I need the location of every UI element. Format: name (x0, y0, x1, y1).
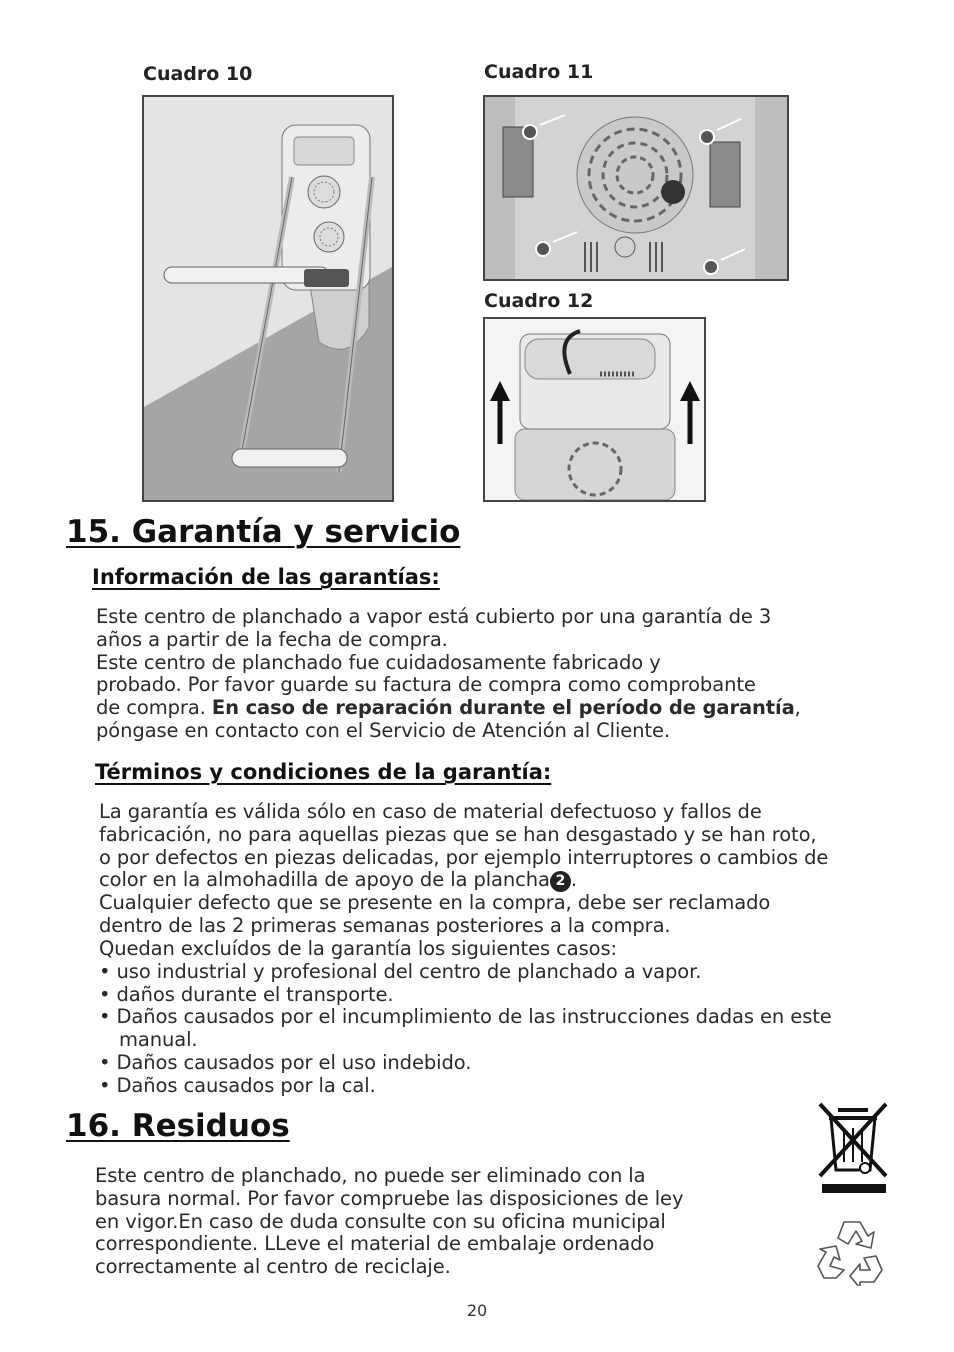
fig12-caption: Cuadro 12 (484, 290, 594, 312)
warranty-info-line-2: años a partir de la fecha de compra. (96, 627, 448, 651)
warranty-info-line-1: Este centro de planchado a vapor está cubierto por una garantía de 3 (96, 605, 772, 628)
waste-paragraph (95, 1165, 683, 1279)
warranty-info-paragraph (96, 606, 801, 743)
reference-number-badge: 2 (550, 871, 571, 892)
terms-line-1: La garantía es válida sólo en caso de material defectuoso y fallos de (99, 800, 762, 823)
terms-line-7: Quedan excluídos de la garantía los siguientes casos: (99, 936, 618, 960)
warranty-terms-paragraph (99, 801, 909, 1098)
warranty-info-line-3: Este centro de planchado fue cuidadosamente fabricado y (96, 650, 661, 674)
warranty-info-line-6: póngase en contacto con el Servicio de Atención al Cliente. (96, 718, 670, 742)
warranty-info-heading: Información de las garantías: (92, 565, 440, 589)
fig12-photo (483, 317, 706, 502)
terms-line-4-text: color en la almohadilla de apoyo de la plancha (99, 868, 550, 892)
section-15-title: 15. Garantía y servicio (66, 514, 461, 550)
station-back-screws-image (485, 97, 787, 279)
warranty-info-line-5-post: , (794, 696, 801, 720)
terms-line-2: fabricación, no para aquellas piezas que se han desgastado y se han roto, (99, 822, 817, 846)
section-16-title: 16. Residuos (66, 1108, 290, 1144)
ironing-board-stand-image (144, 97, 392, 500)
fig11-photo (483, 95, 789, 281)
waste-line-1: Este centro de planchado, no puede ser eliminado con la (95, 1164, 646, 1187)
terms-line-6: dentro de las 2 primeras semanas posteriores a la compra. (99, 914, 671, 938)
fig11-caption: Cuadro 11 (484, 61, 594, 83)
page-number: 20 (466, 1301, 488, 1320)
warranty-info-line-5 (96, 697, 801, 720)
waste-line-3: en vigor.En caso de duda consulte con su oficina municipal (95, 1209, 666, 1233)
recycle-icon (816, 1214, 888, 1286)
warranty-terms-heading: Términos y condiciones de la garantía: (95, 760, 552, 784)
warranty-info-bold: En caso de reparación durante el período de garantía (211, 696, 795, 720)
exclusion-bullet-1: • uso industrial y profesional del centro de planchado a vapor. (99, 959, 702, 983)
terms-line-4 (99, 869, 909, 892)
waste-line-4: correspondiente. LLeve el material de embalaje ordenado (95, 1232, 655, 1256)
fig10-photo (142, 95, 394, 502)
terms-line-3: o por defectos en piezas delicadas, por ejemplo interruptores o cambios de (99, 845, 829, 869)
exclusion-bullet-5: • Daños causados por la cal. (99, 1073, 376, 1097)
exclusion-bullet-2: • daños durante el transporte. (99, 982, 394, 1006)
exclusion-bullet-3: • Daños causados por el incumplimiento de las instrucciones dadas en este manual. (99, 1005, 832, 1052)
waste-line-5: correctamente al centro de reciclaje. (95, 1255, 451, 1279)
fig10-caption: Cuadro 10 (143, 63, 253, 85)
station-lift-image (485, 319, 704, 500)
waste-line-2: basura normal. Por favor compruebe las disposiciones de ley (95, 1186, 684, 1210)
exclusion-bullet-4: • Daños causados por el uso indebido. (99, 1050, 472, 1074)
terms-line-4-end: . (570, 868, 577, 892)
warranty-info-line-5-pre: de compra. (96, 696, 212, 720)
crossed-bin-icon (816, 1100, 890, 1196)
terms-line-5: Cualquier defecto que se presente en la compra, debe ser reclamado (99, 891, 771, 915)
warranty-info-line-4: probado. Por favor guarde su factura de compra como comprobante (96, 673, 756, 697)
